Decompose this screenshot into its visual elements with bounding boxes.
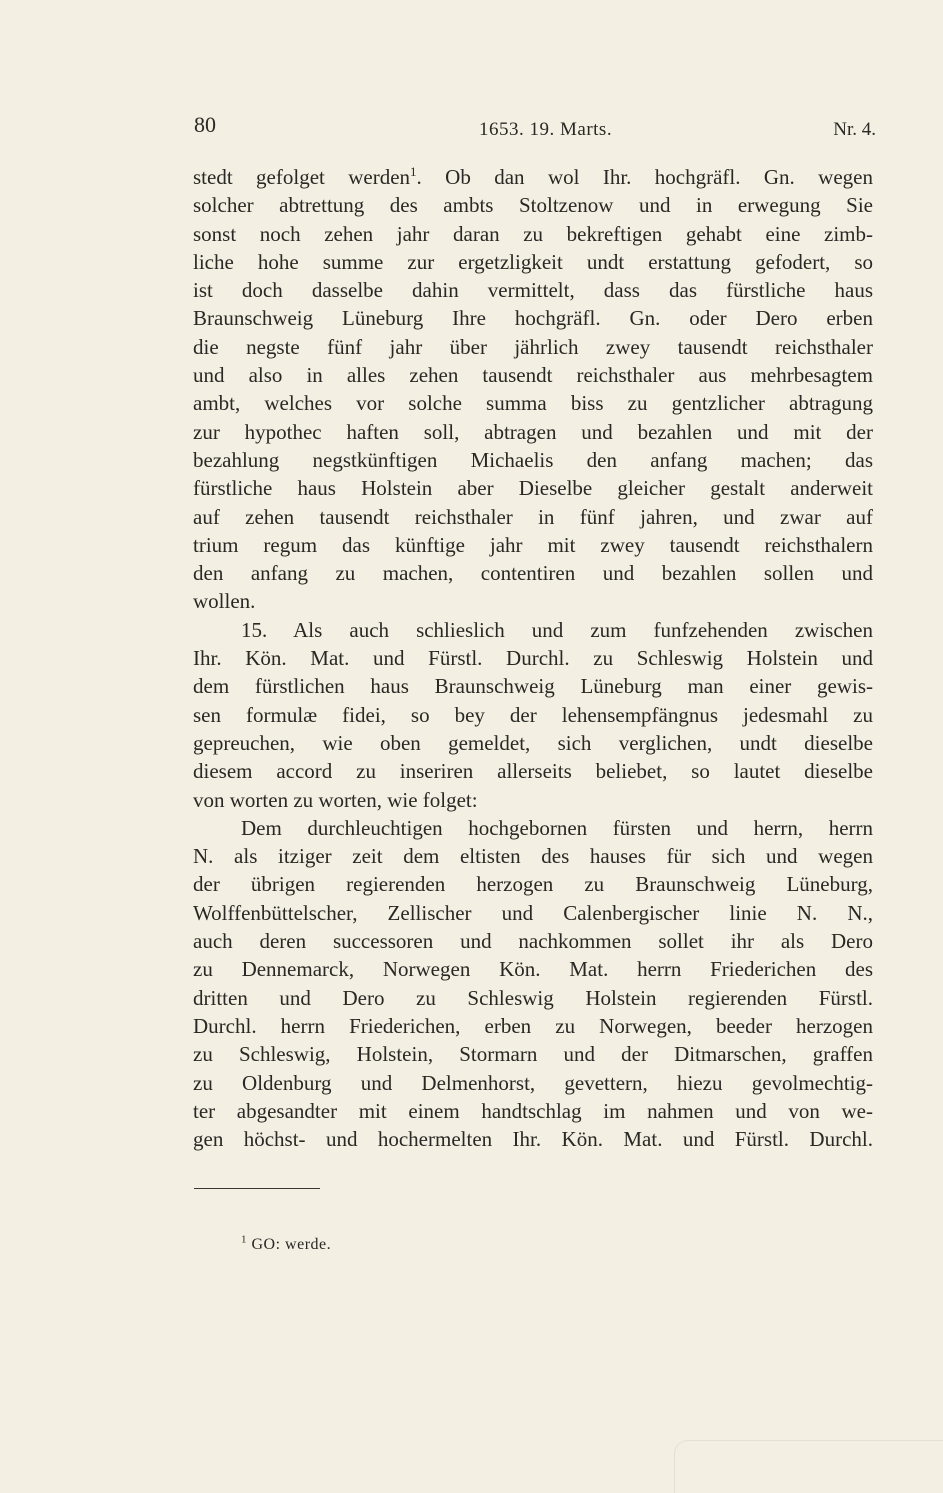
text-line: dem fürstlichen haus Braunschweig Lüneburg man einer gewis- [193,674,873,699]
paragraph-start-line: 15. Als auch schlieslich und zum funfzehenden zwischen [241,617,873,642]
page-edge-shadow [674,1440,943,1493]
text-line: von worten zu worten, wie folget: [193,787,478,812]
text-line: und also in alles zehen tausendt reichsthaler aus mehrbesagtem [193,363,873,388]
text-line-with-footnote-ref [193,163,873,191]
text-line: den anfang zu machen, contentiren und bezahlen sollen und [193,561,873,586]
text-line: trium regum das künftige jahr mit zwey tausendt reichsthalern [193,532,873,557]
text-line: N. als itziger zeit dem eltisten des hauses für sich und wegen [193,844,873,869]
text-line: Durchl. herrn Friederichen, erben zu Norwegen, beeder herzogen [193,1013,873,1038]
footnote-marker: 1 [241,1233,247,1246]
page-number: 80 [194,112,216,137]
text-line: solcher abtrettung des ambts Stoltzenow und in erwegung Sie [193,193,873,218]
footnote-divider [194,1188,320,1189]
text-line: sen formulæ fidei, so bey der lehensempfängnus jedesmahl zu [193,702,873,727]
paragraph-start-line: Dem durchleuchtigen hochgebornen fürsten und herrn, herrn [241,815,873,840]
text-line: liche hohe summe zur ergetzligkeit undt erstattung gefodert, so [193,249,873,274]
body-text [193,163,873,1153]
text-line: Braunschweig Lüneburg Ihre hochgräfl. Gn. oder Dero erben [193,306,873,331]
text-line: gepreuchen, wie oben gemeldet, sich verglichen, undt dieselbe [193,730,873,755]
text-line: ter abgesandter mit einem handtschlag im nahmen und von we- [193,1098,873,1123]
document-number: Nr. 4. [833,119,876,140]
text-line: zu Dennemarck, Norwegen Kön. Mat. herrn Friederichen des [193,957,873,982]
text-line: ambt, welches vor solche summa biss zu gentzlicher abtragung [193,391,873,416]
text-segment: stedt gefolget werden [193,165,411,189]
text-line: diesem accord zu inseriren allerseits beliebet, so lautet dieselbe [193,759,873,784]
text-line: zu Oldenburg und Delmenhorst, gevettern, hiezu gevolmechtig- [193,1070,873,1095]
text-line: bezahlung negstkünftigen Michaelis den anfang machen; das [193,447,873,472]
text-line: auch deren successoren und nachkommen sollet ihr als Dero [193,929,873,954]
text-line: auf zehen tausendt reichsthaler in fünf jahren, und zwar auf [193,504,873,529]
text-line: sonst noch zehen jahr daran zu bekreftigen gehabt eine zimb- [193,221,873,246]
text-line: die negste fünf jahr über jährlich zwey tausendt reichsthaler [193,334,873,359]
text-line: dritten und Dero zu Schleswig Holstein regierenden Fürstl. [193,985,873,1010]
text-line: der übrigen regierenden herzogen zu Braunschweig Lüneburg, [193,872,873,897]
text-line: Ihr. Kön. Mat. und Fürstl. Durchl. zu Schleswig Holstein und [193,646,873,671]
text-line: zu Schleswig, Holstein, Stormarn und der Ditmarschen, graffen [193,1042,873,1067]
footnote-text: GO: werde. [251,1236,332,1253]
footnote-reference: 1 [410,164,417,179]
header-date: 1653. 19. Marts. [479,119,613,140]
text-line: gen höchst- und hochermelten Ihr. Kön. Mat. und Fürstl. Durchl. [193,1127,873,1152]
text-line: ist doch dasselbe dahin vermittelt, dass das fürstliche haus [193,278,873,303]
text-line: wollen. [193,589,256,614]
text-line: fürstliche haus Holstein aber Dieselbe gleicher gestalt anderweit [193,476,873,501]
text-segment: . Ob dan wol Ihr. hochgräfl. Gn. wegen [416,165,873,189]
text-line: Wolffenbüttelscher, Zellischer und Calenbergischer linie N. N., [193,900,873,925]
footnote [241,1233,332,1254]
running-header [194,112,876,142]
text-line: zur hypothec haften soll, abtragen und bezahlen und mit der [193,419,873,444]
